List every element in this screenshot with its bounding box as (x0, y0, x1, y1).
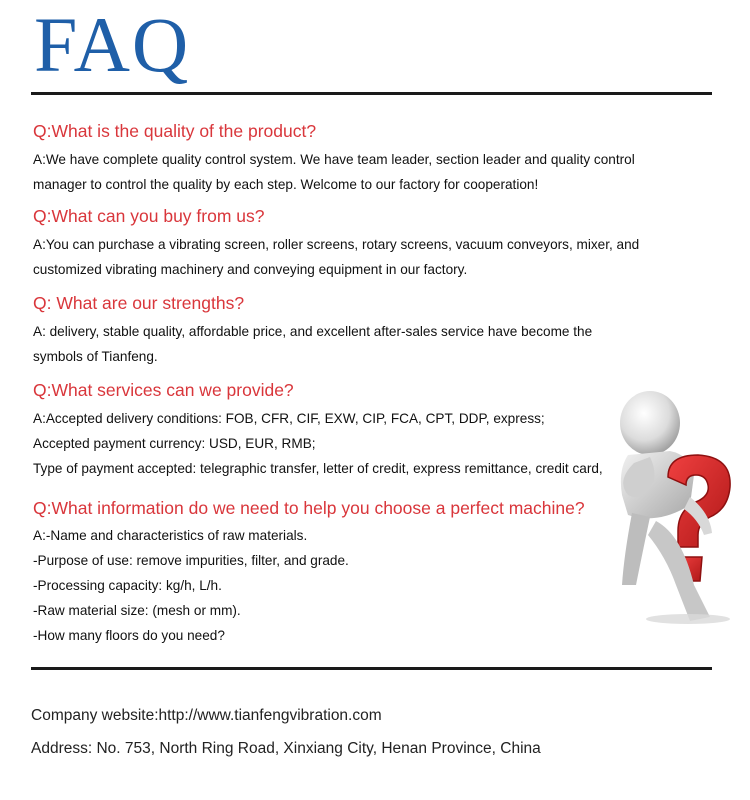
faq-answer-line: A:Accepted delivery conditions: FOB, CFR, CIF, EXW, CIP, FCA, CPT, DDP, express; (33, 411, 545, 426)
faq-item (33, 379, 683, 481)
faq-answer (33, 147, 683, 197)
header-divider (31, 92, 712, 95)
faq-answer-line: -Processing capacity: kg/h, L/h. (33, 578, 222, 593)
page-title: FAQ (34, 1, 191, 88)
faq-question: Q:What services can we provide? (33, 380, 294, 400)
faq-item (33, 120, 683, 197)
thinking-person-question-mark-icon (598, 385, 738, 625)
faq-answer (33, 523, 683, 648)
faq-item (33, 497, 683, 648)
faq-answer-line: -How many floors do you need? (33, 628, 225, 643)
faq-answer (33, 406, 683, 481)
company-address: Address: No. 753, North Ring Road, Xinxiang City, Henan Province, China (31, 740, 541, 757)
faq-question: Q:What information do we need to help you choose a perfect machine? (33, 498, 585, 518)
faq-answer-line: A: delivery, stable quality, affordable price, and excellent after-sales service have become the (33, 324, 593, 339)
faq-answer-line: -Raw material size: (mesh or mm). (33, 603, 241, 618)
faq-answer-line: -Purpose of use: remove impurities, filter, and grade. (33, 553, 349, 568)
faq-answer-line: A:-Name and characteristics of raw materials. (33, 528, 308, 543)
faq-answer-line: symbols of Tianfeng. (33, 349, 158, 364)
faq-item (33, 292, 683, 369)
faq-question: Q: What are our strengths? (33, 293, 245, 313)
footer-divider (31, 667, 712, 670)
faq-answer-line: A:You can purchase a vibrating screen, roller screens, rotary screens, vacuum conveyors, mixer, and (33, 237, 640, 252)
faq-item (33, 205, 683, 282)
faq-answer-line: A:We have complete quality control system. We have team leader, section leader and quality control (33, 152, 635, 167)
faq-answer-line: manager to control the quality by each step. Welcome to our factory for cooperation! (33, 177, 539, 192)
faq-answer (33, 319, 683, 369)
faq-answer (33, 232, 683, 282)
faq-answer-line: Type of payment accepted: telegraphic transfer, letter of credit, express remittance, credit card, (33, 461, 603, 476)
faq-answer-line: Accepted payment currency: USD, EUR, RMB; (33, 436, 316, 451)
faq-question: Q:What is the quality of the product? (33, 121, 317, 141)
company-website: Company website:http://www.tianfengvibration.com (31, 707, 382, 724)
faq-answer-line: customized vibrating machinery and conveying equipment in our factory. (33, 262, 468, 277)
faq-question: Q:What can you buy from us? (33, 206, 265, 226)
